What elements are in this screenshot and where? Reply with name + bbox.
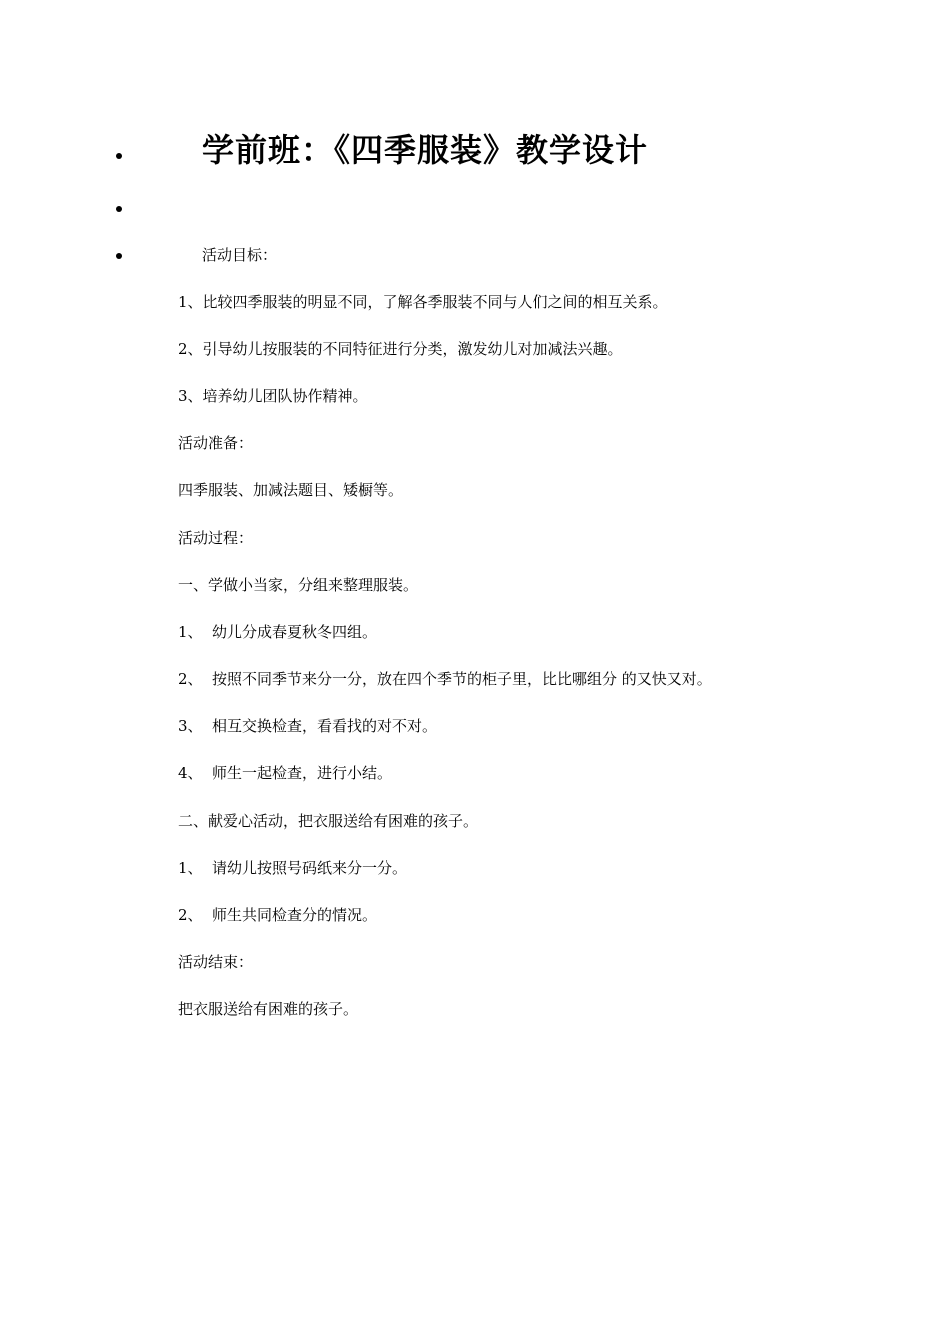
line-text: 2、引导幼儿按服装的不同特征进行分类，激发幼儿对加减法兴趣。	[178, 340, 623, 358]
line-text: 活动过程：	[178, 529, 254, 547]
section-heading	[178, 432, 253, 454]
item-number: 1、	[178, 859, 203, 877]
line-text: 师生一起检查，进行小结。	[212, 764, 393, 782]
item-number: 2、	[178, 906, 203, 924]
text-line	[178, 574, 418, 596]
item-number: 3、	[178, 717, 203, 735]
numbered-item	[178, 715, 437, 737]
item-number: 1、	[178, 623, 203, 641]
line-text: 3、培养幼儿团队协作精神。	[178, 387, 368, 405]
line-text: 师生共同检查分的情况。	[212, 906, 378, 924]
numbered-item	[178, 904, 377, 926]
line-text: 1、比较四季服装的明显不同，了解各季服装不同与人们之间的相互关系。	[178, 293, 668, 311]
line-text: 活动准备：	[178, 434, 254, 452]
line-text: 活动结束：	[178, 953, 254, 971]
bullet-icon	[116, 153, 122, 159]
line-text: 把衣服送给有困难的孩子。	[178, 1000, 359, 1018]
text-line	[178, 338, 623, 360]
goal-heading: 活动目标：	[202, 246, 278, 264]
document-title: 学前班：《四季服装》教学设计	[202, 131, 649, 169]
line-text: 幼儿分成春夏秋冬四组。	[212, 623, 378, 641]
numbered-item	[178, 621, 377, 643]
text-line	[178, 810, 478, 832]
numbered-item	[178, 857, 407, 879]
bullet-icon	[116, 206, 122, 212]
line-text: 按照不同季节来分一分，放在四个季节的柜子里，比比哪组分 的又快又对。	[212, 670, 712, 688]
text-line	[178, 479, 403, 501]
section-heading	[178, 951, 253, 973]
line-text: 相互交换检查，看看找的对不对。	[212, 717, 438, 735]
item-number: 2、	[178, 670, 203, 688]
text-line	[178, 291, 668, 313]
text-line	[178, 998, 358, 1020]
bullet-icon	[116, 253, 122, 259]
item-number: 4、	[178, 764, 203, 782]
line-text: 四季服装、加减法题目、矮橱等。	[178, 481, 404, 499]
numbered-item	[178, 762, 392, 784]
section-heading	[178, 527, 253, 549]
line-text: 二、献爱心活动，把衣服送给有困难的孩子。	[178, 812, 479, 830]
text-line	[178, 385, 368, 407]
numbered-item	[178, 668, 712, 690]
line-text: 请幼儿按照号码纸来分一分。	[212, 859, 408, 877]
line-text: 一、学做小当家，分组来整理服装。	[178, 576, 419, 594]
